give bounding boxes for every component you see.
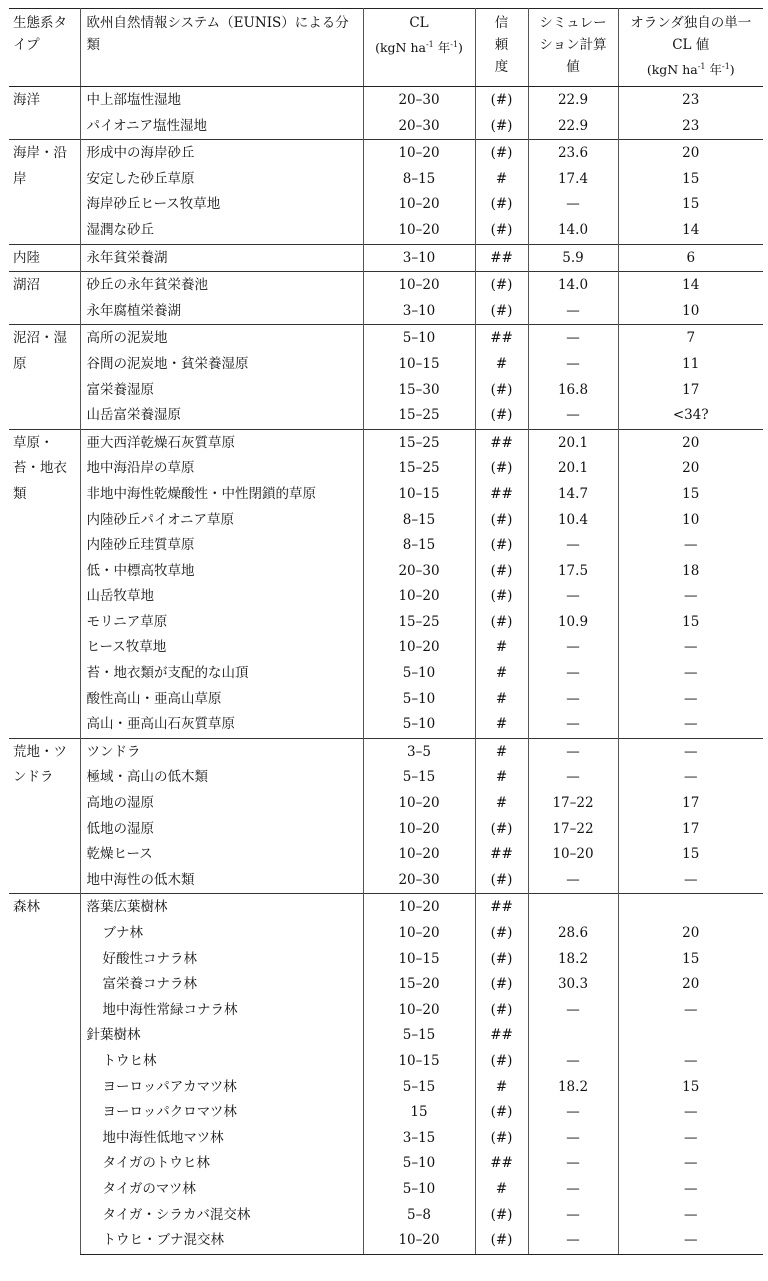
cl-value: 8–15 [363,167,475,193]
eunis-class-name: トウヒ・ブナ混交林 [80,1228,363,1254]
dutch-cl-value: — [618,1228,763,1254]
eunis-class-name: 高山・亜高山石灰質草原 [80,712,363,738]
simulation-value: — [528,868,618,894]
cl-value: 5–15 [363,765,475,791]
ecosystem-group [9,272,763,325]
cl-value: 5–15 [363,1023,475,1049]
eunis-class-name: ツンドラ [80,738,363,765]
simulation-value: — [528,1049,618,1075]
table-row [9,868,763,894]
cl-value: 10–20 [363,842,475,868]
cl-value: 20–30 [363,868,475,894]
table-row [9,584,763,610]
reliability-value: (#) [475,1228,528,1254]
dutch-cl-value: 6 [618,244,763,272]
reliability-value: # [475,661,528,687]
reliability-value: # [475,712,528,738]
table-row [9,272,763,299]
simulation-value: 18.2 [528,947,618,973]
cl-value: 10–20 [363,1228,475,1254]
eunis-class-name: 高所の泥炭地 [80,325,363,352]
dutch-cl-value: 10 [618,508,763,534]
table-row [9,244,763,272]
dutch-cl-value: 15 [618,947,763,973]
dutch-cl-value: 20 [618,972,763,998]
cl-value: 15–25 [363,610,475,636]
table-row [9,325,763,352]
reliability-value: # [475,765,528,791]
eunis-class-name: タイガ・シラカバ混交林 [80,1203,363,1229]
dutch-cl-value: — [618,765,763,791]
cl-value: 3–10 [363,244,475,272]
eunis-class-name: 酸性高山・亜高山草原 [80,687,363,713]
cl-value: 10–15 [363,352,475,378]
reliability-value: # [475,1177,528,1203]
header-reliability: 信頼度 [475,9,528,87]
table-row [9,1151,763,1177]
dutch-cl-value: — [618,1177,763,1203]
cl-value: 10–20 [363,272,475,299]
cl-value: 10–20 [363,894,475,921]
table-row [9,378,763,404]
table-row [9,1177,763,1203]
table-row [9,998,763,1024]
dutch-cl-value: 11 [618,352,763,378]
dutch-cl-value: — [618,687,763,713]
eunis-class-name: 高地の湿原 [80,791,363,817]
table-row [9,894,763,921]
reliability-value: # [475,791,528,817]
reliability-value: ## [475,325,528,352]
eunis-class-name: ヨーロッパクロマツ林 [80,1100,363,1126]
dutch-cl-value: 15 [618,610,763,636]
simulation-value: 18.2 [528,1075,618,1101]
eunis-class-name: 谷間の泥炭地・貧栄養湿原 [80,352,363,378]
dutch-cl-value: 7 [618,325,763,352]
eunis-class-name: 富栄養コナラ林 [80,972,363,998]
eunis-class-name: 落葉広葉樹林 [80,894,363,921]
table-row [9,167,763,193]
simulation-value: 14.0 [528,272,618,299]
table-row [9,456,763,482]
eunis-class-name: 亜大西洋乾燥石灰質草原 [80,429,363,456]
header-dutch-title: オランダ独自の単一 CL 値 [630,15,752,53]
simulation-value: — [528,687,618,713]
table-row [9,687,763,713]
cl-value: 20–30 [363,114,475,140]
reliability-value: (#) [475,559,528,585]
eunis-class-name: 低・中標高牧草地 [80,559,363,585]
table-row [9,1203,763,1229]
simulation-value: 23.6 [528,140,618,167]
simulation-value [528,1023,618,1049]
dutch-cl-value: — [618,1049,763,1075]
table-row [9,1228,763,1254]
reliability-value: (#) [475,972,528,998]
header-cl [363,9,475,87]
simulation-value: — [528,998,618,1024]
table-row [9,192,763,218]
cl-value: 5–15 [363,1075,475,1101]
header-dutch-cl [618,9,763,87]
reliability-value: (#) [475,192,528,218]
table-row [9,508,763,534]
table-row [9,218,763,244]
cl-value: 15–25 [363,403,475,429]
header-cl-unit: (kgN $ha^{-1}$ 年$^{-1}$) [375,40,463,55]
cl-value: 10–20 [363,998,475,1024]
simulation-value: 22.9 [528,87,618,114]
simulation-value: — [528,1151,618,1177]
eunis-class-name: 砂丘の永年貧栄養池 [80,272,363,299]
dutch-cl-value: 15 [618,192,763,218]
dutch-cl-value: — [618,868,763,894]
cl-value: 15–25 [363,456,475,482]
reliability-value: (#) [475,610,528,636]
ecosystem-type: 草原・苔・地衣類 [9,429,80,738]
cl-value: 5–10 [363,712,475,738]
cl-value: 10–15 [363,947,475,973]
dutch-cl-value: — [618,533,763,559]
simulation-value: — [528,1126,618,1152]
simulation-value: — [528,1228,618,1254]
eunis-class-name: ブナ林 [80,921,363,947]
cl-value: 20–30 [363,87,475,114]
reliability-value: # [475,352,528,378]
reliability-value: ## [475,482,528,508]
table-row [9,817,763,843]
eunis-class-name: 湿潤な砂丘 [80,218,363,244]
simulation-value: 10–20 [528,842,618,868]
table-row [9,972,763,998]
cl-value: 3–10 [363,299,475,325]
simulation-value: 20.1 [528,429,618,456]
cl-value: 8–15 [363,533,475,559]
table-row [9,738,763,765]
simulation-value: 30.3 [528,972,618,998]
reliability-value: ## [475,1151,528,1177]
simulation-value: — [528,635,618,661]
table-row [9,842,763,868]
cl-value: 5–10 [363,661,475,687]
eunis-class-name: トウヒ林 [80,1049,363,1075]
eunis-class-name: 好酸性コナラ林 [80,947,363,973]
reliability-value: (#) [475,140,528,167]
reliability-value: (#) [475,921,528,947]
simulation-value: 14.0 [528,218,618,244]
header-ecotype: 生態系タイプ [9,9,80,87]
eunis-class-name: 地中海性の低木類 [80,868,363,894]
ecosystem-group [9,244,763,272]
eunis-class-name: 地中海沿岸の草原 [80,456,363,482]
cl-value: 20–30 [363,559,475,585]
dutch-cl-value: 20 [618,456,763,482]
eunis-class-name: 非地中海性乾燥酸性・中性閉鎖的草原 [80,482,363,508]
cl-value: 10–20 [363,635,475,661]
cl-value: 5–10 [363,1177,475,1203]
eunis-class-name: 中上部塩性湿地 [80,87,363,114]
dutch-cl-value: — [618,661,763,687]
table-row [9,1100,763,1126]
ecosystem-type: 内陸 [9,244,80,272]
table-row [9,1023,763,1049]
dutch-cl-value: 18 [618,559,763,585]
cl-value: 3–5 [363,738,475,765]
dutch-cl-value: 15 [618,482,763,508]
eunis-class-name: 内陸砂丘珪質草原 [80,533,363,559]
eunis-class-name: 苔・地衣類が支配的な山頂 [80,661,363,687]
eunis-class-name: 海岸砂丘ヒース牧草地 [80,192,363,218]
dutch-cl-value: 15 [618,1075,763,1101]
table-row [9,114,763,140]
dutch-cl-value [618,1023,763,1049]
cl-value: 5–10 [363,1151,475,1177]
critical-load-table [9,8,763,1255]
reliability-value: (#) [475,272,528,299]
eunis-class-name: 低地の湿原 [80,817,363,843]
simulation-value: 10.9 [528,610,618,636]
header-cl-title: CL [409,15,429,31]
simulation-value: 28.6 [528,921,618,947]
cl-value: 8–15 [363,508,475,534]
reliability-value: (#) [475,947,528,973]
ecosystem-group [9,738,763,894]
eunis-class-name: ヒース牧草地 [80,635,363,661]
simulation-value: 20.1 [528,456,618,482]
reliability-value: # [475,167,528,193]
reliability-value: (#) [475,533,528,559]
simulation-value: — [528,738,618,765]
simulation-value: — [528,1177,618,1203]
cl-value: 10–20 [363,921,475,947]
reliability-value: (#) [475,87,528,114]
simulation-value: — [528,765,618,791]
simulation-value: 5.9 [528,244,618,272]
dutch-cl-value: 14 [618,272,763,299]
table-row [9,352,763,378]
ecosystem-type: 荒地・ツンドラ [9,738,80,894]
reliability-value: ## [475,1023,528,1049]
cl-value: 10–20 [363,140,475,167]
dutch-cl-value: 15 [618,167,763,193]
simulation-value: 16.8 [528,378,618,404]
ecosystem-group [9,140,763,244]
dutch-cl-value: <34? [618,403,763,429]
reliability-value: (#) [475,817,528,843]
dutch-cl-value: 17 [618,817,763,843]
table-row [9,610,763,636]
dutch-cl-value: — [618,738,763,765]
reliability-value: (#) [475,998,528,1024]
dutch-cl-value: — [618,1100,763,1126]
simulation-value: 10.4 [528,508,618,534]
reliability-value: (#) [475,403,528,429]
table-row [9,403,763,429]
reliability-value: # [475,1075,528,1101]
ecosystem-group [9,87,763,140]
cl-value: 15–25 [363,429,475,456]
ecosystem-group [9,325,763,429]
dutch-cl-value: 10 [618,299,763,325]
table-row [9,299,763,325]
eunis-class-name: タイガのマツ林 [80,1177,363,1203]
ecosystem-type: 海洋 [9,87,80,140]
reliability-value: (#) [475,1203,528,1229]
eunis-class-name: 極域・高山の低木類 [80,765,363,791]
dutch-cl-value: 14 [618,218,763,244]
table-row [9,791,763,817]
reliability-value: (#) [475,218,528,244]
eunis-class-name: ヨーロッパアカマツ林 [80,1075,363,1101]
eunis-class-name: 安定した砂丘草原 [80,167,363,193]
cl-value: 15–20 [363,972,475,998]
table-row [9,140,763,167]
reliability-value: ## [475,244,528,272]
dutch-cl-value: 20 [618,921,763,947]
simulation-value: — [528,325,618,352]
eunis-class-name: 地中海性低地マツ林 [80,1126,363,1152]
table-row [9,87,763,114]
reliability-value: (#) [475,456,528,482]
dutch-cl-value: 15 [618,842,763,868]
dutch-cl-value: — [618,1126,763,1152]
dutch-cl-value: 23 [618,87,763,114]
eunis-class-name: 形成中の海岸砂丘 [80,140,363,167]
eunis-class-name: 針葉樹林 [80,1023,363,1049]
dutch-cl-value: 20 [618,140,763,167]
cl-value: 15 [363,1100,475,1126]
simulation-value: — [528,712,618,738]
table-row [9,559,763,585]
eunis-class-name: 山岳牧草地 [80,584,363,610]
simulation-value [528,894,618,921]
simulation-value: — [528,403,618,429]
reliability-value: # [475,738,528,765]
cl-value: 10–20 [363,218,475,244]
simulation-value: — [528,661,618,687]
eunis-class-name: 内陸砂丘パイオニア草原 [80,508,363,534]
reliability-value: ## [475,894,528,921]
table-row [9,921,763,947]
dutch-cl-value: 17 [618,378,763,404]
eunis-class-name: モリニア草原 [80,610,363,636]
table-row [9,661,763,687]
cl-value: 5–10 [363,325,475,352]
dutch-cl-value: — [618,584,763,610]
cl-value: 10–20 [363,584,475,610]
cl-value: 10–20 [363,817,475,843]
table-row [9,429,763,456]
table-row [9,765,763,791]
ecosystem-type: 泥沼・湿原 [9,325,80,429]
dutch-cl-value: 20 [618,429,763,456]
ecosystem-type: 湖沼 [9,272,80,325]
ecosystem-group [9,429,763,738]
simulation-value: — [528,1203,618,1229]
simulation-value: 17.4 [528,167,618,193]
eunis-class-name: タイガのトウヒ林 [80,1151,363,1177]
reliability-value: (#) [475,508,528,534]
ecosystem-group [9,894,763,1254]
table-row [9,635,763,661]
reliability-value: ## [475,429,528,456]
cl-value: 10–15 [363,1049,475,1075]
reliability-value: (#) [475,1126,528,1152]
simulation-value: 17.5 [528,559,618,585]
cl-value: 5–10 [363,687,475,713]
table-row [9,712,763,738]
cl-value: 15–30 [363,378,475,404]
reliability-value: (#) [475,1100,528,1126]
table-row [9,1049,763,1075]
eunis-class-name: パイオニア塩性湿地 [80,114,363,140]
header-eunis: 欧州自然情報システム（EUNIS）による分類 [80,9,363,87]
simulation-value: 22.9 [528,114,618,140]
reliability-value: (#) [475,1049,528,1075]
eunis-class-name: 永年腐植栄養湖 [80,299,363,325]
dutch-cl-value: 23 [618,114,763,140]
reliability-value: (#) [475,584,528,610]
cl-value: 10–20 [363,192,475,218]
simulation-value: — [528,192,618,218]
dutch-cl-value: — [618,635,763,661]
simulation-value: — [528,533,618,559]
ecosystem-type: 森林 [9,894,80,1254]
eunis-class-name: 乾燥ヒース [80,842,363,868]
simulation-value: — [528,352,618,378]
dutch-cl-value [618,894,763,921]
simulation-value: 17–22 [528,817,618,843]
table-row [9,947,763,973]
ecosystem-type: 海岸・沿岸 [9,140,80,244]
cl-value: 10–20 [363,791,475,817]
reliability-value: ## [475,842,528,868]
eunis-class-name: 地中海性常緑コナラ林 [80,998,363,1024]
eunis-class-name: 富栄養湿原 [80,378,363,404]
reliability-value: (#) [475,114,528,140]
cl-value: 3–15 [363,1126,475,1152]
header-simulation: シミュレーション計算値 [528,9,618,87]
simulation-value: 17–22 [528,791,618,817]
dutch-cl-value: — [618,1151,763,1177]
cl-value: 10–15 [363,482,475,508]
eunis-class-name: 山岳富栄養湿原 [80,403,363,429]
reliability-value: # [475,687,528,713]
cl-value: 5–8 [363,1203,475,1229]
table-row [9,1075,763,1101]
eunis-class-name: 永年貧栄養湖 [80,244,363,272]
simulation-value: 14.7 [528,482,618,508]
table-row [9,533,763,559]
reliability-value: (#) [475,868,528,894]
table-row [9,482,763,508]
header-dutch-unit: (kgN $ha^{-1}$ 年$^{-1}$) [646,62,735,77]
reliability-value: (#) [475,299,528,325]
dutch-cl-value: — [618,998,763,1024]
dutch-cl-value: — [618,712,763,738]
dutch-cl-value: 17 [618,791,763,817]
dutch-cl-value: — [618,1203,763,1229]
simulation-value: — [528,1100,618,1126]
simulation-value: — [528,299,618,325]
table-row [9,1126,763,1152]
table-header [9,9,763,87]
reliability-value: # [475,635,528,661]
simulation-value: — [528,584,618,610]
reliability-value: (#) [475,378,528,404]
